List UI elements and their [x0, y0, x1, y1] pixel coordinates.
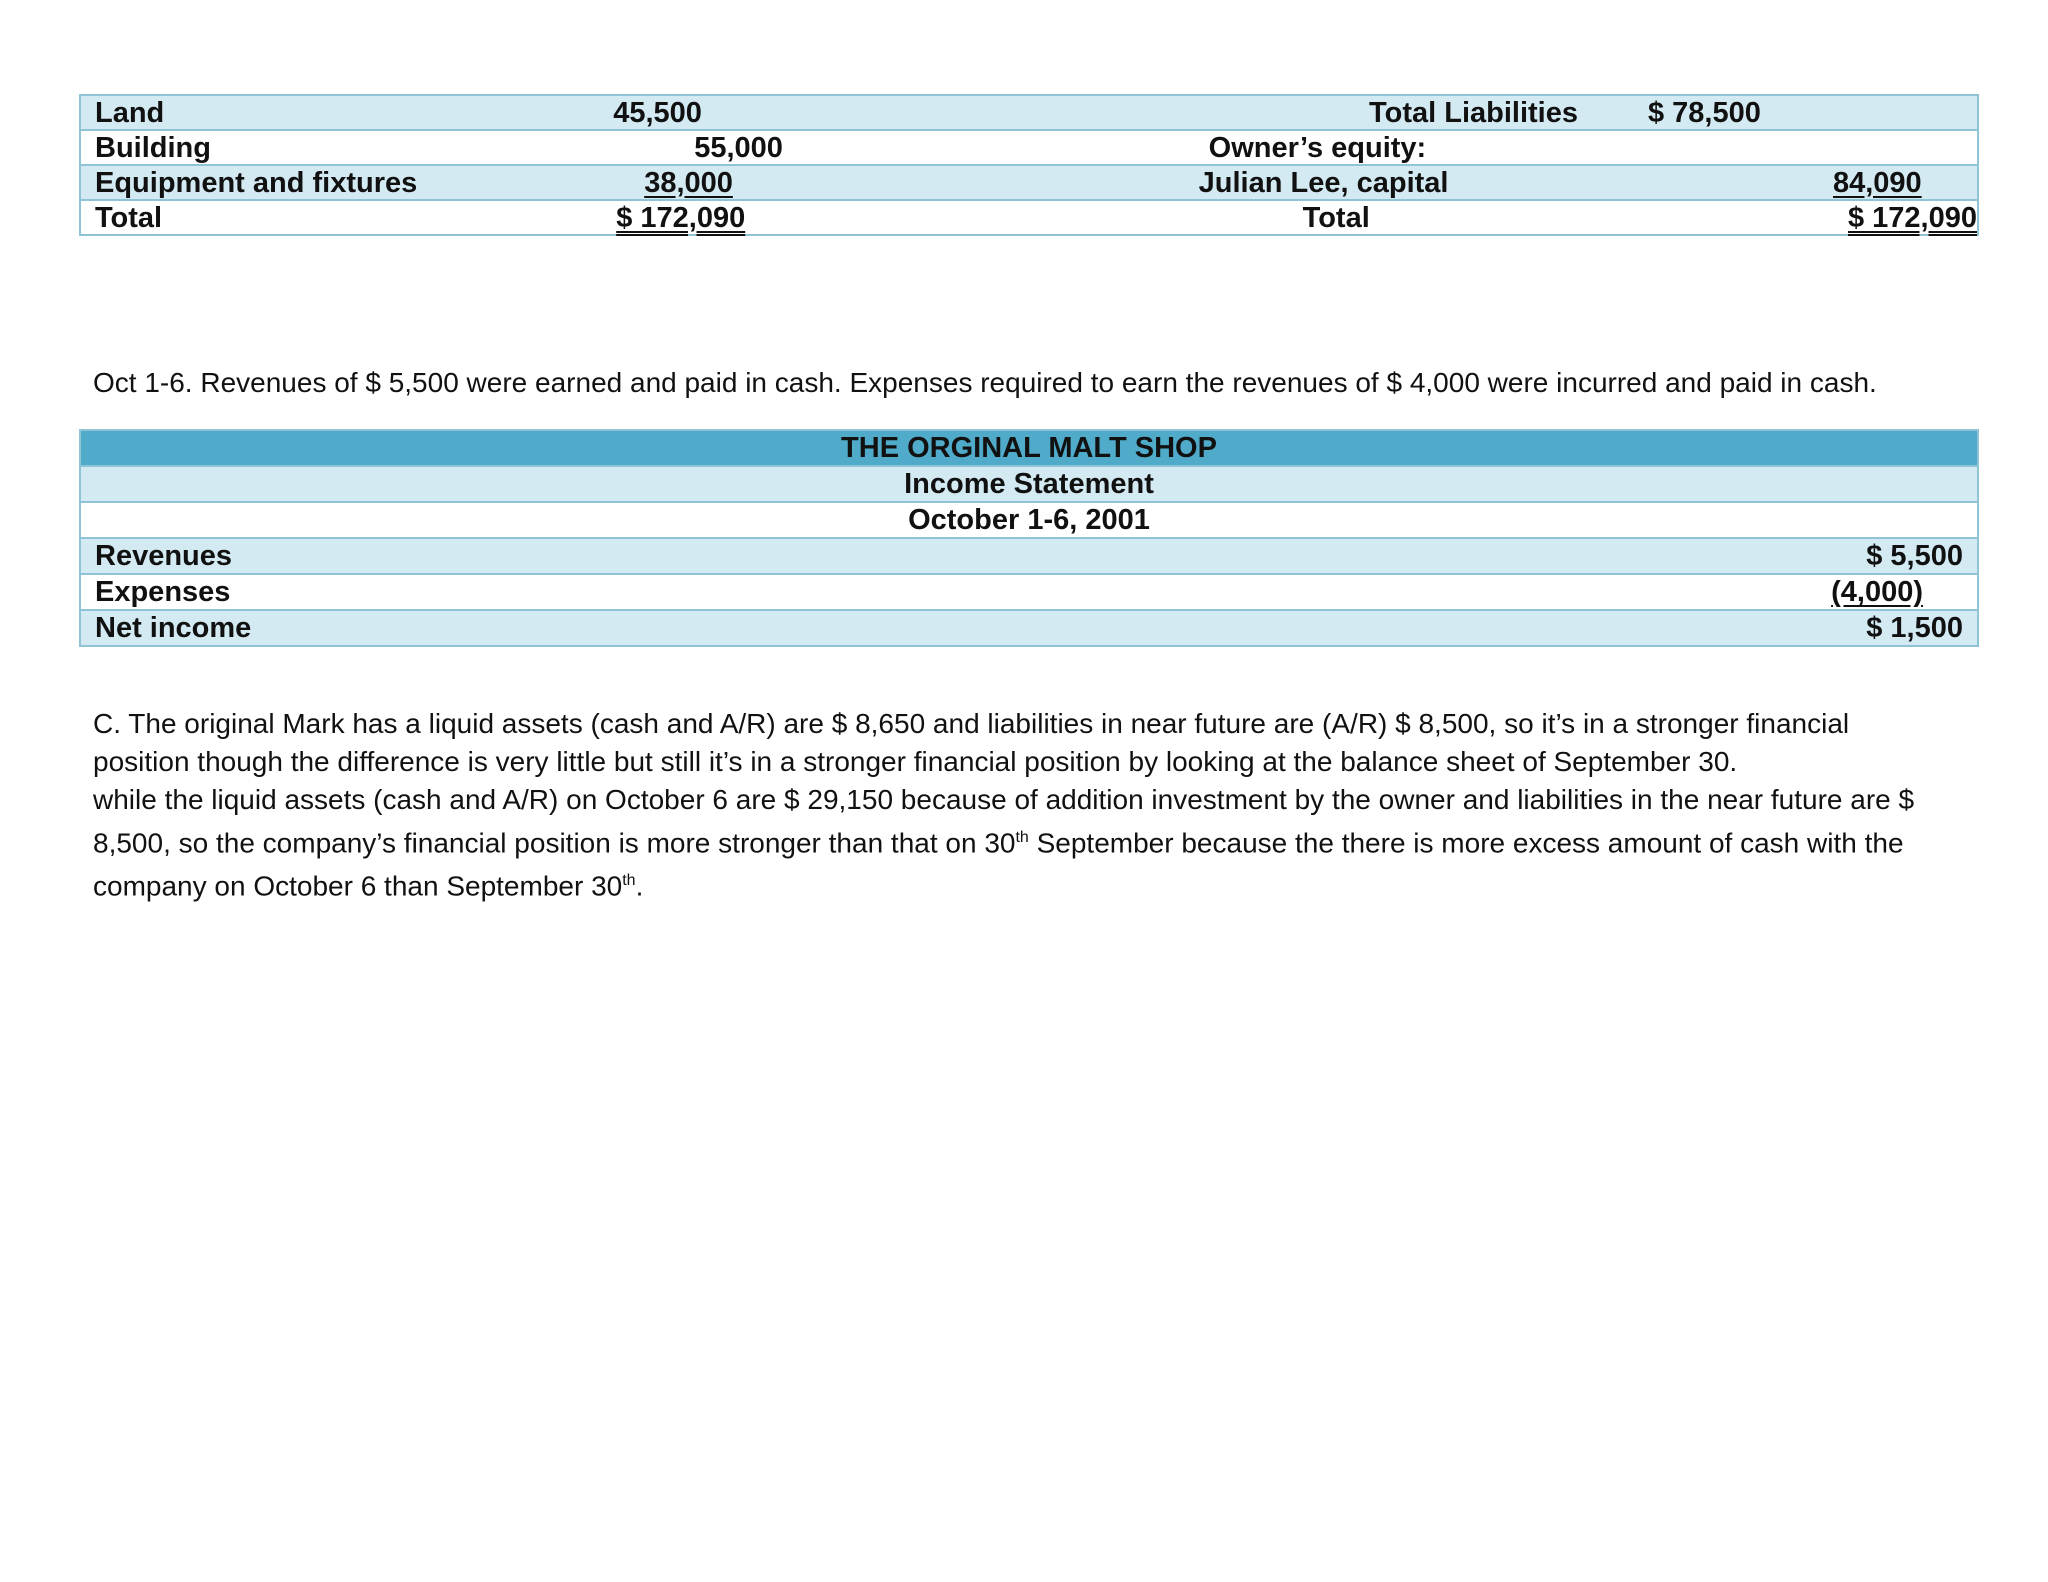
- left-value: 38,000: [644, 166, 733, 199]
- row-label: Revenues: [80, 538, 1096, 574]
- income-company-row: [80, 430, 1978, 466]
- row-label: Expenses: [80, 574, 1096, 610]
- right-value: $ 172,090: [1847, 201, 1977, 234]
- statement-title: Income Statement: [80, 466, 1978, 502]
- analysis-line-5-tail: .: [635, 870, 644, 902]
- left-value: $ 172,090: [616, 201, 746, 234]
- balance-row-total: [80, 200, 1978, 235]
- row-value: (4,000): [1831, 576, 1923, 608]
- row-value: $ 5,500: [1096, 538, 1978, 574]
- superscript-th: th: [1015, 829, 1029, 846]
- right-label: Julian Lee, capital: [1023, 165, 1588, 200]
- left-label: Land: [80, 95, 538, 130]
- balance-row-building: [80, 130, 1978, 165]
- left-label: Building: [80, 130, 538, 165]
- row-value: $ 1,500: [1096, 610, 1978, 646]
- balance-row-land: [80, 95, 1978, 130]
- income-row-net-income: [80, 610, 1978, 646]
- analysis-line-4-tail: September because the there is more excess amount of cash with the: [1028, 827, 1904, 859]
- income-period-row: [80, 502, 1978, 538]
- income-statement-table: [79, 429, 1979, 647]
- left-label: Equipment and fixtures: [80, 165, 538, 200]
- right-value: $ 78,500: [1588, 95, 1978, 130]
- company-name: THE ORGINAL MALT SHOP: [80, 430, 1978, 466]
- left-label: Total: [80, 200, 538, 235]
- oct-note: Oct 1-6. Revenues of $ 5,500 were earned and paid in cash. Expenses required to earn the revenues of $ 4,000 were incurred and paid in cash.: [93, 367, 1877, 398]
- left-value: 45,500: [538, 95, 1022, 130]
- analysis-line-4-text: 8,500, so the company’s financial position is more stronger than that on 30: [93, 827, 1016, 859]
- right-label: Total Liabilities: [1023, 95, 1588, 130]
- balance-row-equipment: [80, 165, 1978, 200]
- right-label: Owner’s equity:: [1023, 130, 1978, 165]
- income-title-row: [80, 466, 1978, 502]
- superscript-th: th: [622, 872, 636, 890]
- analysis-paragraph: [93, 705, 1914, 906]
- analysis-line-1: C. The original Mark has a liquid assets (cash and A/R) are $ 8,650 and liabilities in near future are (A/R) $ 8,500, so it’s in a stronger financial: [93, 708, 1850, 739]
- analysis-line-5: [93, 862, 1914, 905]
- balance-sheet-table: [79, 94, 1979, 236]
- right-value: 84,090: [1832, 166, 1922, 199]
- income-row-revenues: [80, 538, 1978, 574]
- left-value: 55,000: [538, 130, 1022, 165]
- analysis-line-3: while the liquid assets (cash and A/R) on October 6 are $ 29,150 because of addition investment by the owner and liabilities in the near future are $: [93, 784, 1915, 815]
- statement-period: October 1-6, 2001: [80, 502, 1978, 538]
- analysis-line-5-text: company on October 6 than September 30: [93, 870, 623, 902]
- analysis-line-4: [93, 819, 1914, 862]
- analysis-line-2: position though the difference is very little but still it’s in a stronger financial position by looking at the balance sheet of September 30.: [93, 746, 1738, 777]
- row-label: Net income: [80, 610, 1096, 646]
- right-label: Total: [1023, 200, 1588, 235]
- income-row-expenses: [80, 574, 1978, 610]
